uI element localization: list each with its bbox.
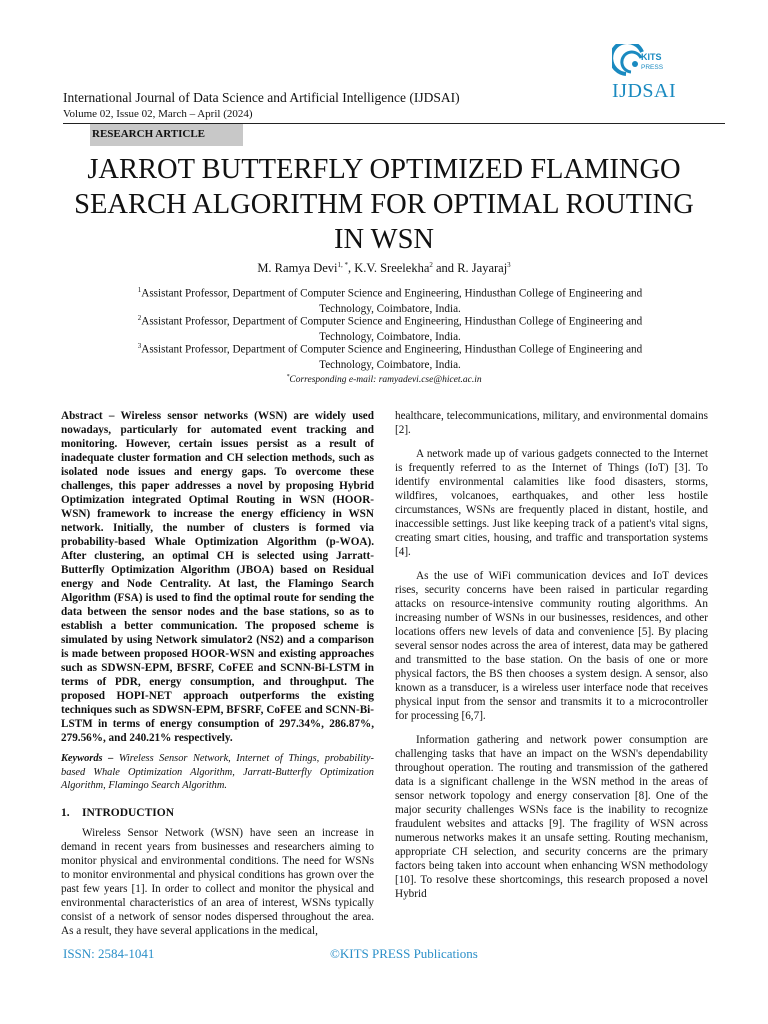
affiliation-text: Assistant Professor, Department of Computer Science and Engineering, Hindusthan College of Engineering and xyxy=(141,315,643,328)
affiliation-text: Assistant Professor, Department of Computer Science and Engineering, Hindusthan College of Engineering and xyxy=(141,287,643,300)
svg-text:PRESS: PRESS xyxy=(641,64,664,71)
author-superscript: 1, * xyxy=(337,261,349,269)
article-type-badge: RESEARCH ARTICLE xyxy=(90,124,243,146)
body-paragraph: Information gathering and network power consumption are challenging tasks that have an impact on the WSN's dependability throughout operation. The routing and transmission of the gathered data is a significant challenge in the WSN method in the areas of sensor network topology and energy conservation [8]. One of the major security challenges WSNs face is the inability to recognize fraudulent websites and attacks [9]. The fragility of WSN across numerous networks makes it an unsafe setting. Routing mechanism, appropriate CH selection, and security concerns are the primary factors being taken into account when enhancing WSN methodology [10]. To resolve these shortcomings, this research proposed a novel Hybrid xyxy=(395,734,708,900)
affiliation-text: Technology, Coimbatore, India. xyxy=(319,330,461,343)
affiliation-text: Technology, Coimbatore, India. xyxy=(319,302,461,315)
email-text: Corresponding e-mail: ramyadevi.cse@hicet.ac.in xyxy=(289,375,482,386)
body-paragraph: A network made up of various gadgets connected to the Internet is frequently referred to as the Internet of Things (IoT) [3]. To identify environmental calamities like food disasters, storms, wildfires, volcanoes, earthquakes, and other less hostile circumstances, WSNs are frequently placed in distant, hostile, and inaccessible settings. Just like keeping track of a patient's vital signs, creating smart cities, housing, and traffic and transportation systems [4]. xyxy=(395,448,708,558)
left-column xyxy=(61,409,374,938)
paper-title: JARROT BUTTERFLY OPTIMIZED FLAMINGO SEARCH ALGORITHM FOR OPTIMAL ROUTING IN WSN xyxy=(74,154,694,255)
svg-text:KITS: KITS xyxy=(641,52,662,62)
right-column xyxy=(395,409,708,901)
author-name: K.V. Sreelekha xyxy=(354,261,430,276)
logo-text: IJDSAI xyxy=(612,80,677,102)
affiliation-number: 3 xyxy=(137,342,142,350)
affiliation-number: 2 xyxy=(137,314,142,322)
author-name: M. Ramya Devi xyxy=(257,261,338,276)
affiliation-number: 1 xyxy=(137,286,142,294)
journal-name: International Journal of Data Science and Artificial Intelligence (IJDSAI) xyxy=(63,90,460,105)
affiliation xyxy=(100,339,680,373)
author-name: R. Jayaraj xyxy=(457,261,508,276)
affiliation-text: Technology, Coimbatore, India. xyxy=(319,358,461,371)
affiliation-text: Assistant Professor, Department of Computer Science and Engineering, Hindusthan College of Engineering and xyxy=(141,343,643,356)
footer-issn: ISSN: 2584-1041 xyxy=(63,946,155,961)
keywords xyxy=(61,752,374,793)
body-paragraph: As the use of WiFi communication devices and IoT devices rises, security concerns have been raised in particular regarding attacks on resource-intensive community routing algorithms. An increasing number of WSNs in our businesses, residences, and other locations offers new levels of data and convenience [5]. By placing several sensor nodes across the area of interest, data may be gathered and transmitted to the base station. On the basis of one or more physical factors, the BS then chooses a system design. A sensor, also known as a transducer, is a wireless user interface node that receives physical input from the sensor and transmits it to a microcontroller for processing [6,7]. xyxy=(395,570,708,722)
section-title: INTRODUCTION xyxy=(82,806,175,819)
body-paragraph: Wireless Sensor Network (WSN) have seen an increase in demand in recent years from businesses and researchers aiming to monitor physical and environmental conditions. The need for WSNs to monitor environmental and physical conditions has grown over the past few years [1]. In order to collect and monitor the physical and environmental characteristics of an area of interest, WSNs typically consist of a network of sensor nodes dispersed throughout the area. As a result, they have several applications in the medical, xyxy=(61,826,374,937)
email-marker: * xyxy=(286,374,290,380)
corresponding-email xyxy=(60,374,708,385)
body-paragraph: healthcare, telecommunications, military, and environmental domains [2]. xyxy=(395,410,708,436)
section-heading xyxy=(61,806,374,820)
section-number: 1. xyxy=(61,806,70,819)
author-separator: and xyxy=(432,261,458,276)
author-list xyxy=(60,261,708,276)
author-superscript: 2 xyxy=(429,261,433,269)
footer-publisher: ©KITS PRESS Publications xyxy=(330,946,478,961)
journal-volume: Volume 02, Issue 02, March – April (2024) xyxy=(63,108,253,120)
author-superscript: 3 xyxy=(507,261,511,269)
abstract: Abstract – Wireless sensor networks (WSN) are widely used nowadays, particularly for automated event tracking and monitoring. However, certain issues persist as a result of inadequate cluster formation and CH selection methods, such as isolated node issues and energy gaps. To overcome these challenges, this paper addresses a novel by proposing Hybrid Optimization integrated Optimal Routing in WSN (HOOR-WSN) framework to increase the energy efficiency in WSN network. Initially, the number of clusters is formed via probability-based Whale Optimization Algorithm (p-WOA). After clustering, an optimal CH is selected using Jarratt-Butterfly Optimization Algorithm (JBOA) based on Residual energy and Node Centrality. At last, the Flamingo Search Algorithm (FSA) is used to find the optimal route for sending the data between the sensor nodes and the base stations, so as to establish a better communication. The proposed scheme is simulated by using Network simulator2 (NS2) and a comparison is made between proposed HOOR-WSN and existing approaches such as SDWSN-EPM, BFSRF, CoFEE and SCNN-Bi-LSTM in terms of PDR, energy consumption, and throughput. The proposed HOPI-NET approach outperforms the existing techniques such as SDWSN-EPM, BFSRF, CoFEE and SCNN-Bi-LSTM in terms of energy consumption of 297.34%, 286.87%, 279.56%, and 240.21% respectively. xyxy=(61,410,374,744)
kits-press-logo-mark xyxy=(612,44,692,84)
keywords-label: Keywords – xyxy=(61,753,114,764)
author-separator: , xyxy=(348,261,355,276)
keywords-text: Wireless Sensor Network, Internet of Things, probability-based Whale Optimization Algorithm, Jarratt-Butterfly Optimization Algorithm, Flamingo Search Algorithm. xyxy=(61,753,374,791)
journal-logo xyxy=(612,44,692,104)
